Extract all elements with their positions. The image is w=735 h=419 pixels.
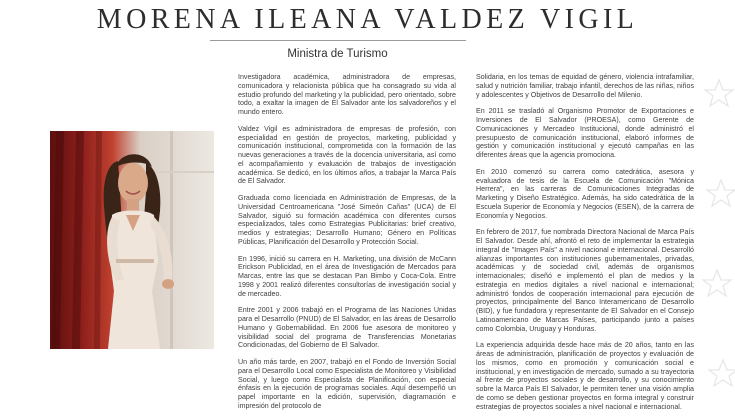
portrait-photo [50, 131, 214, 349]
bio-paragraph: Investigadora académica, administradora de empresas, comunicadora y relacionista pública que ha consagrado su vida al estudio profundo del marketing y la publicidad, pero orientado, sobre todo, a exaltar la imagen de El Salvador ante los salvadoreños y el mundo entero. [238, 73, 456, 116]
page-title: MORENA ILEANA VALDEZ VIGIL [96, 4, 639, 35]
bio-paragraph: Valdez Vigil es administradora de empresas de profesión, con especialidad en gestión de proyectos, marketing, publicidad y comunicación institucional, comprometida con la formación de las nuevas generaciones a través de la docencia universitaria, así como el acompañamiento y evaluación de trabajos de investigación académica. Se dedicó, en los últimos años, a trabajar la Marca País de El Salvador. [238, 124, 456, 186]
bio-paragraph: En febrero de 2017, fue nombrada Directora Nacional de Marca País El Salvador. Desde ahí, afrontó el reto de implementar la estrategia integral de "Imagen País" a nivel nacional e internacional. Desarrolló alianzas importantes con instituciones gubernamentales, privadas, académicas y de sociedad civil, además de organismos internacionales; diseñó e implementó el plan de medios y la estrategia en medios digitales a nivel nacional e internacional; administró fondos de cooperación internacional para ejecución de proyectos, principalmente del Banco Interamericano de Desarrollo (BID), y fue fundadora y representante de El Salvador en el Consejo Latinoamericano de Marcas Países, participando junto a países como Colombia, Uruguay y Honduras. [476, 228, 694, 333]
bio-paragraph: La experiencia adquirida desde hace más de 20 años, tanto en las áreas de administración, planificación de proyectos y evaluación de los mismos, como en promoción y comunicación social e institucional, y en investigación de mercado, sumado a su trayectoria al frente de proyectos sociales y de desarrollo, y su conocimiento sobre la Marca País El Salvador, le permiten tener una visión amplia de como se deben gestionar proyectos en forma integral y construir estrategias de proyectos sociales a nivel nacional e internacional. [476, 341, 694, 411]
bio-paragraph: En 2011 se trasladó al Organismo Promotor de Exportaciones e Inversiones de El Salvador (PROESA), como Gerente de Comunicaciones y Mercadeo Institucional, donde administró el presupuesto de comunicación institucional, elaboró informes de gestión y comunicación institucional y ejecutó campañas en las diferentes áreas que la agencia promociona. [476, 107, 694, 159]
bio-paragraph: En 1996, inició su carrera en H. Marketing, una división de McCann Erickson Publicidad, en el área de Investigación de Mercados para Marcas, entre las que se destacan Pan Bimbo y Coca-Cola. Entre 1998 y 2001 realizó diferentes consultorías de investigación social y de mercadeo. [238, 254, 456, 298]
biography-column-left [238, 73, 456, 419]
decorative-star-pattern [695, 60, 735, 400]
bio-paragraph: Solidaria, en los temas de equidad de género, violencia intrafamiliar, salud y nutrición familiar, trabajo infantil, derechos de las niñas, niños y adolescentes y Objetivos de Desarrollo del Milenio. [476, 73, 694, 99]
bio-paragraph: Entre 2001 y 2006 trabajó en el Programa de las Naciones Unidas para el Desarrollo (PNUD) de El Salvador, en las áreas de Desarrollo Humano y Gobernabilidad. En 2006 fue asesora de monitoreo y visibilidad social del programa de Transferencias Monetarias Condicionadas, del Gobierno de El Salvador. [238, 306, 456, 350]
bio-paragraph: Un año más tarde, en 2007, trabajó en el Fondo de Inversión Social para el Desarrollo Local como Especialista de Monitoreo y Visibilidad Social, y luego como Especialista de Planificación, con especial énfasis en la ejecución de programas sociales. Aquí desempeñó un papel importante en la edición, supervisión, diagramación e impresión del protocolo de [238, 358, 456, 410]
role-subtitle: Ministra de Turismo [287, 48, 388, 60]
title-divider [210, 40, 466, 41]
bio-paragraph: Graduada como licenciada en Administración de Empresas, de la Universidad Centroamericana "José Simeón Cañas" (UCA) de El Salvador, siguió su formación académica con diferentes cursos especializados, tales como Estrategias Publicitarias: brief creativo, medios y estrategias; Desarrollo Humano; Género en Políticas Públicas, Planificación del Desarrollo y Protección Social. [238, 194, 456, 246]
bio-paragraph: En 2010 comenzó su carrera como catedrática, asesora y evaluadora de tesis de la Escuela de Comunicación "Mónica Herrera", en las carreras de Comunicaciones Integradas de Marketing y Diseño Estratégico. Además, ha sido catedrática de la Escuela Superior de Economía y Negocios (ESEN), de la carrera de Economía y Negocios. [476, 167, 694, 220]
biography-column-right [476, 73, 694, 419]
